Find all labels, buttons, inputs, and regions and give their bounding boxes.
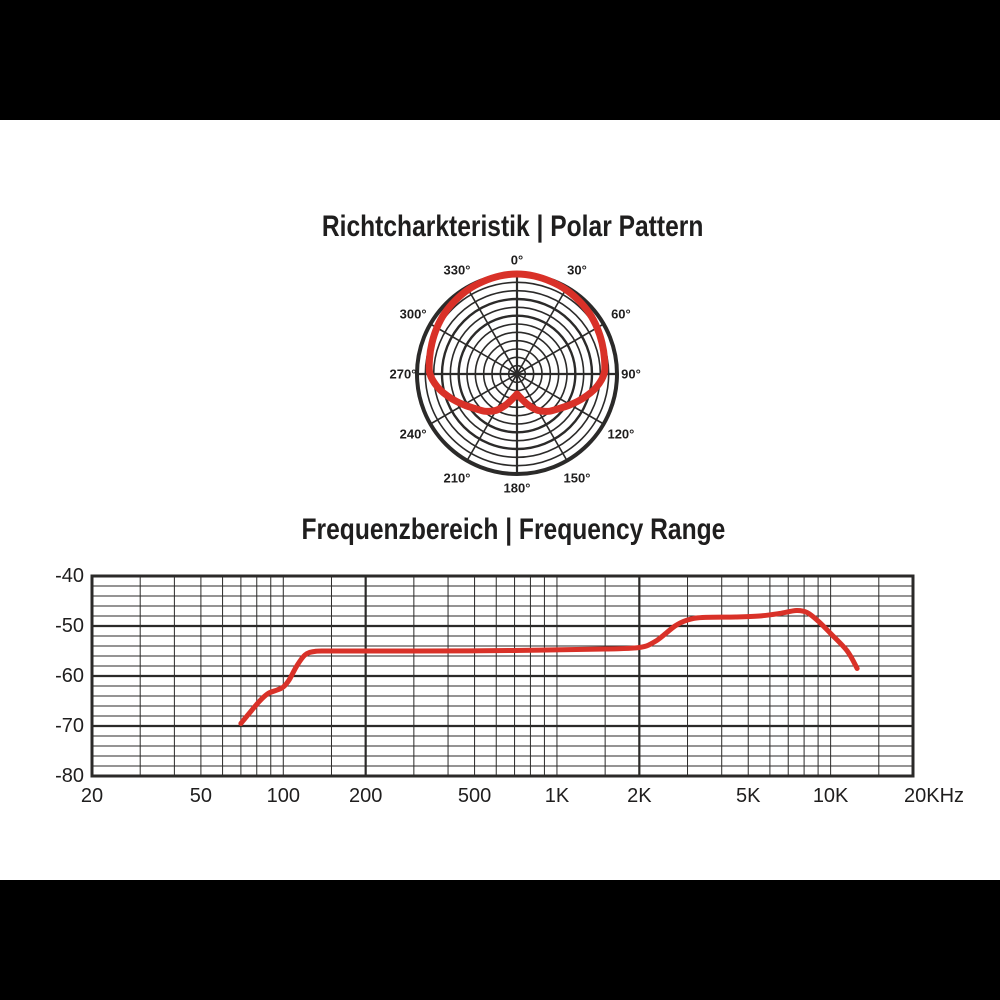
freq-x-tick-label: 2K xyxy=(627,785,652,807)
freq-x-tick-label: 20KHz xyxy=(903,785,965,807)
bottom-black-band xyxy=(0,880,1000,1000)
polar-angle-label: 210° xyxy=(443,470,471,486)
polar-angle-label: 60° xyxy=(611,306,631,322)
freq-y-tick-label: -70 xyxy=(55,715,84,737)
polar-angle-label: 180° xyxy=(503,480,531,496)
freq-x-tick-label: 10K xyxy=(812,785,849,807)
freq-y-tick-labels xyxy=(55,565,84,787)
polar-angle-label: 150° xyxy=(563,470,591,486)
polar-angle-label: 270° xyxy=(389,366,417,382)
freq-x-tick-label: 200 xyxy=(348,785,383,807)
frequency-range-chart xyxy=(0,556,1000,816)
polar-angle-label: 90° xyxy=(621,366,641,382)
polar-angle-label: 330° xyxy=(443,262,471,278)
frequency-range-title-text: Frequenzbereich | Frequency Range xyxy=(301,513,725,546)
freq-grid xyxy=(92,576,913,776)
freq-y-tick-label: -40 xyxy=(55,565,84,587)
freq-y-tick-label: -80 xyxy=(55,765,84,787)
polar-pattern-title-text: Richtcharkteristik | Polar Pattern xyxy=(322,210,704,243)
polar-angle-label: 300° xyxy=(399,306,427,322)
polar-angle-label: 240° xyxy=(399,426,427,442)
polar-angle-label: 120° xyxy=(607,426,635,442)
freq-x-tick-labels xyxy=(81,785,964,807)
freq-x-tick-label: 500 xyxy=(457,785,492,807)
polar-angle-label: 30° xyxy=(567,262,587,278)
freq-x-tick-label: 50 xyxy=(189,785,213,807)
frequency-range-title xyxy=(13,513,1000,547)
freq-x-tick-label: 1K xyxy=(544,785,570,807)
freq-x-tick-label: 5K xyxy=(736,785,761,807)
freq-x-tick-label: 20 xyxy=(80,785,104,807)
polar-angle-label: 0° xyxy=(510,252,524,268)
polar-grid xyxy=(417,274,617,474)
polar-pattern-title xyxy=(13,210,1000,244)
freq-y-tick-label: -60 xyxy=(55,665,84,687)
freq-y-tick-label: -50 xyxy=(55,615,84,637)
freq-x-tick-label: 100 xyxy=(266,785,300,807)
top-black-band xyxy=(0,0,1000,120)
frequency-response-curve xyxy=(241,610,857,723)
polar-pattern-chart xyxy=(360,248,680,508)
